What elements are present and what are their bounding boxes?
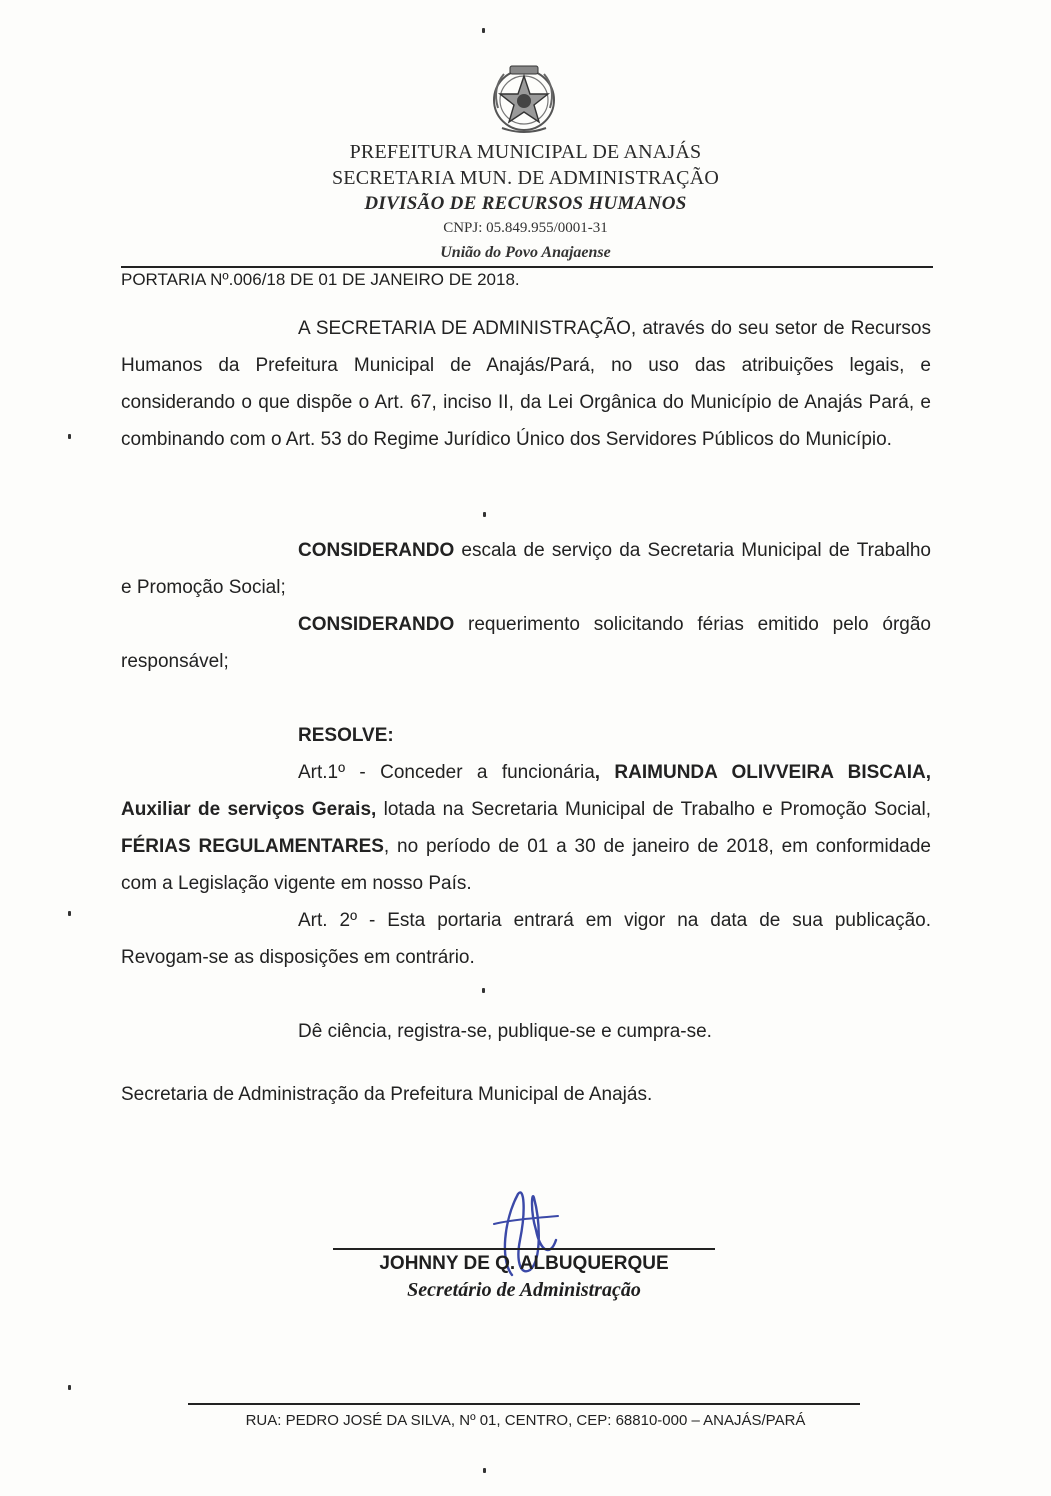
header-secretaria: SECRETARIA MUN. DE ADMINISTRAÇÃO bbox=[331, 167, 720, 189]
considerando-2-label: CONSIDERANDO bbox=[298, 614, 455, 635]
header-motto: União do Povo Anajaense bbox=[440, 244, 611, 261]
article-1-mid: lotada na Secretaria Municipal de Trabalho e Promoção Social, bbox=[376, 799, 932, 820]
header-divisao: DIVISÃO DE RECURSOS HUMANOS bbox=[364, 193, 687, 214]
resolve-heading: RESOLVE: bbox=[298, 725, 394, 746]
scan-speck bbox=[482, 988, 485, 993]
municipal-crest bbox=[484, 58, 564, 138]
municipal-coat-of-arms-icon bbox=[484, 58, 564, 138]
header-divider bbox=[121, 266, 933, 268]
signatory-name: JOHNNY DE Q. ALBUQUERQUE bbox=[379, 1253, 669, 1274]
article-1-prefix: Art.1º - Conceder a funcionária bbox=[298, 762, 595, 783]
scan-speck bbox=[68, 434, 71, 439]
article-1-ferias: FÉRIAS REGULAMENTARES bbox=[121, 836, 384, 857]
closing-statement: Dê ciência, registra-se, publique-se e cumpra-se. bbox=[298, 1021, 712, 1042]
intro-paragraph: A SECRETARIA DE ADMINISTRAÇÃO, através do seu setor de Recursos Humanos da Prefeitura Municipal de Anajás/Pará, no uso das atribuições legais, e considerando o que dispõe o Art. 67, inciso II, da Lei Orgânica do Município de Anajás Pará, e combinando com o Art. 53 do Regime Jurídico Único dos Servidores Públicos do Município. bbox=[121, 318, 931, 450]
scan-speck bbox=[483, 1468, 486, 1473]
article-1 bbox=[121, 754, 931, 902]
considerando-2-text: requerimento solicitando férias emitido pelo órgão responsável; bbox=[121, 614, 931, 672]
signatory-title: Secretário de Administração bbox=[407, 1279, 641, 1301]
article-1-suffix: , no período de 01 a 30 de janeiro de 2018, em conformidade com a Legislação vigente em nosso País. bbox=[121, 836, 931, 894]
portaria-title: PORTARIA Nº.006/18 DE 01 DE JANEIRO DE 2018. bbox=[121, 270, 520, 289]
footer-address: RUA: PEDRO JOSÉ DA SILVA, Nº 01, CENTRO, CEP: 68810-000 – ANAJÁS/PARÁ bbox=[245, 1412, 806, 1429]
header-cnpj: CNPJ: 05.849.955/0001-31 bbox=[443, 220, 608, 236]
scan-speck bbox=[483, 512, 486, 517]
scan-speck bbox=[482, 28, 485, 33]
scan-speck bbox=[68, 911, 71, 916]
article-2: Art. 2º - Esta portaria entrará em vigor na data de sua publicação. Revogam-se as disposições em contrário. bbox=[121, 910, 931, 968]
footer-divider bbox=[188, 1403, 860, 1405]
considerando-1-text: escala de serviço da Secretaria Municipal de Trabalho e Promoção Social; bbox=[121, 540, 931, 598]
signature-line bbox=[333, 1248, 715, 1250]
header-prefeitura: PREFEITURA MUNICIPAL DE ANAJÁS bbox=[349, 141, 702, 163]
considerando-1 bbox=[121, 532, 931, 606]
considerando-2 bbox=[121, 606, 931, 680]
considerando-1-label: CONSIDERANDO bbox=[298, 540, 455, 561]
scan-speck bbox=[68, 1385, 71, 1390]
issuing-office: Secretaria de Administração da Prefeitura Municipal de Anajás. bbox=[121, 1084, 653, 1105]
article-1-employee: , RAIMUNDA OLIVVEIRA BISCAIA, Auxiliar de serviços Gerais, bbox=[121, 762, 931, 820]
